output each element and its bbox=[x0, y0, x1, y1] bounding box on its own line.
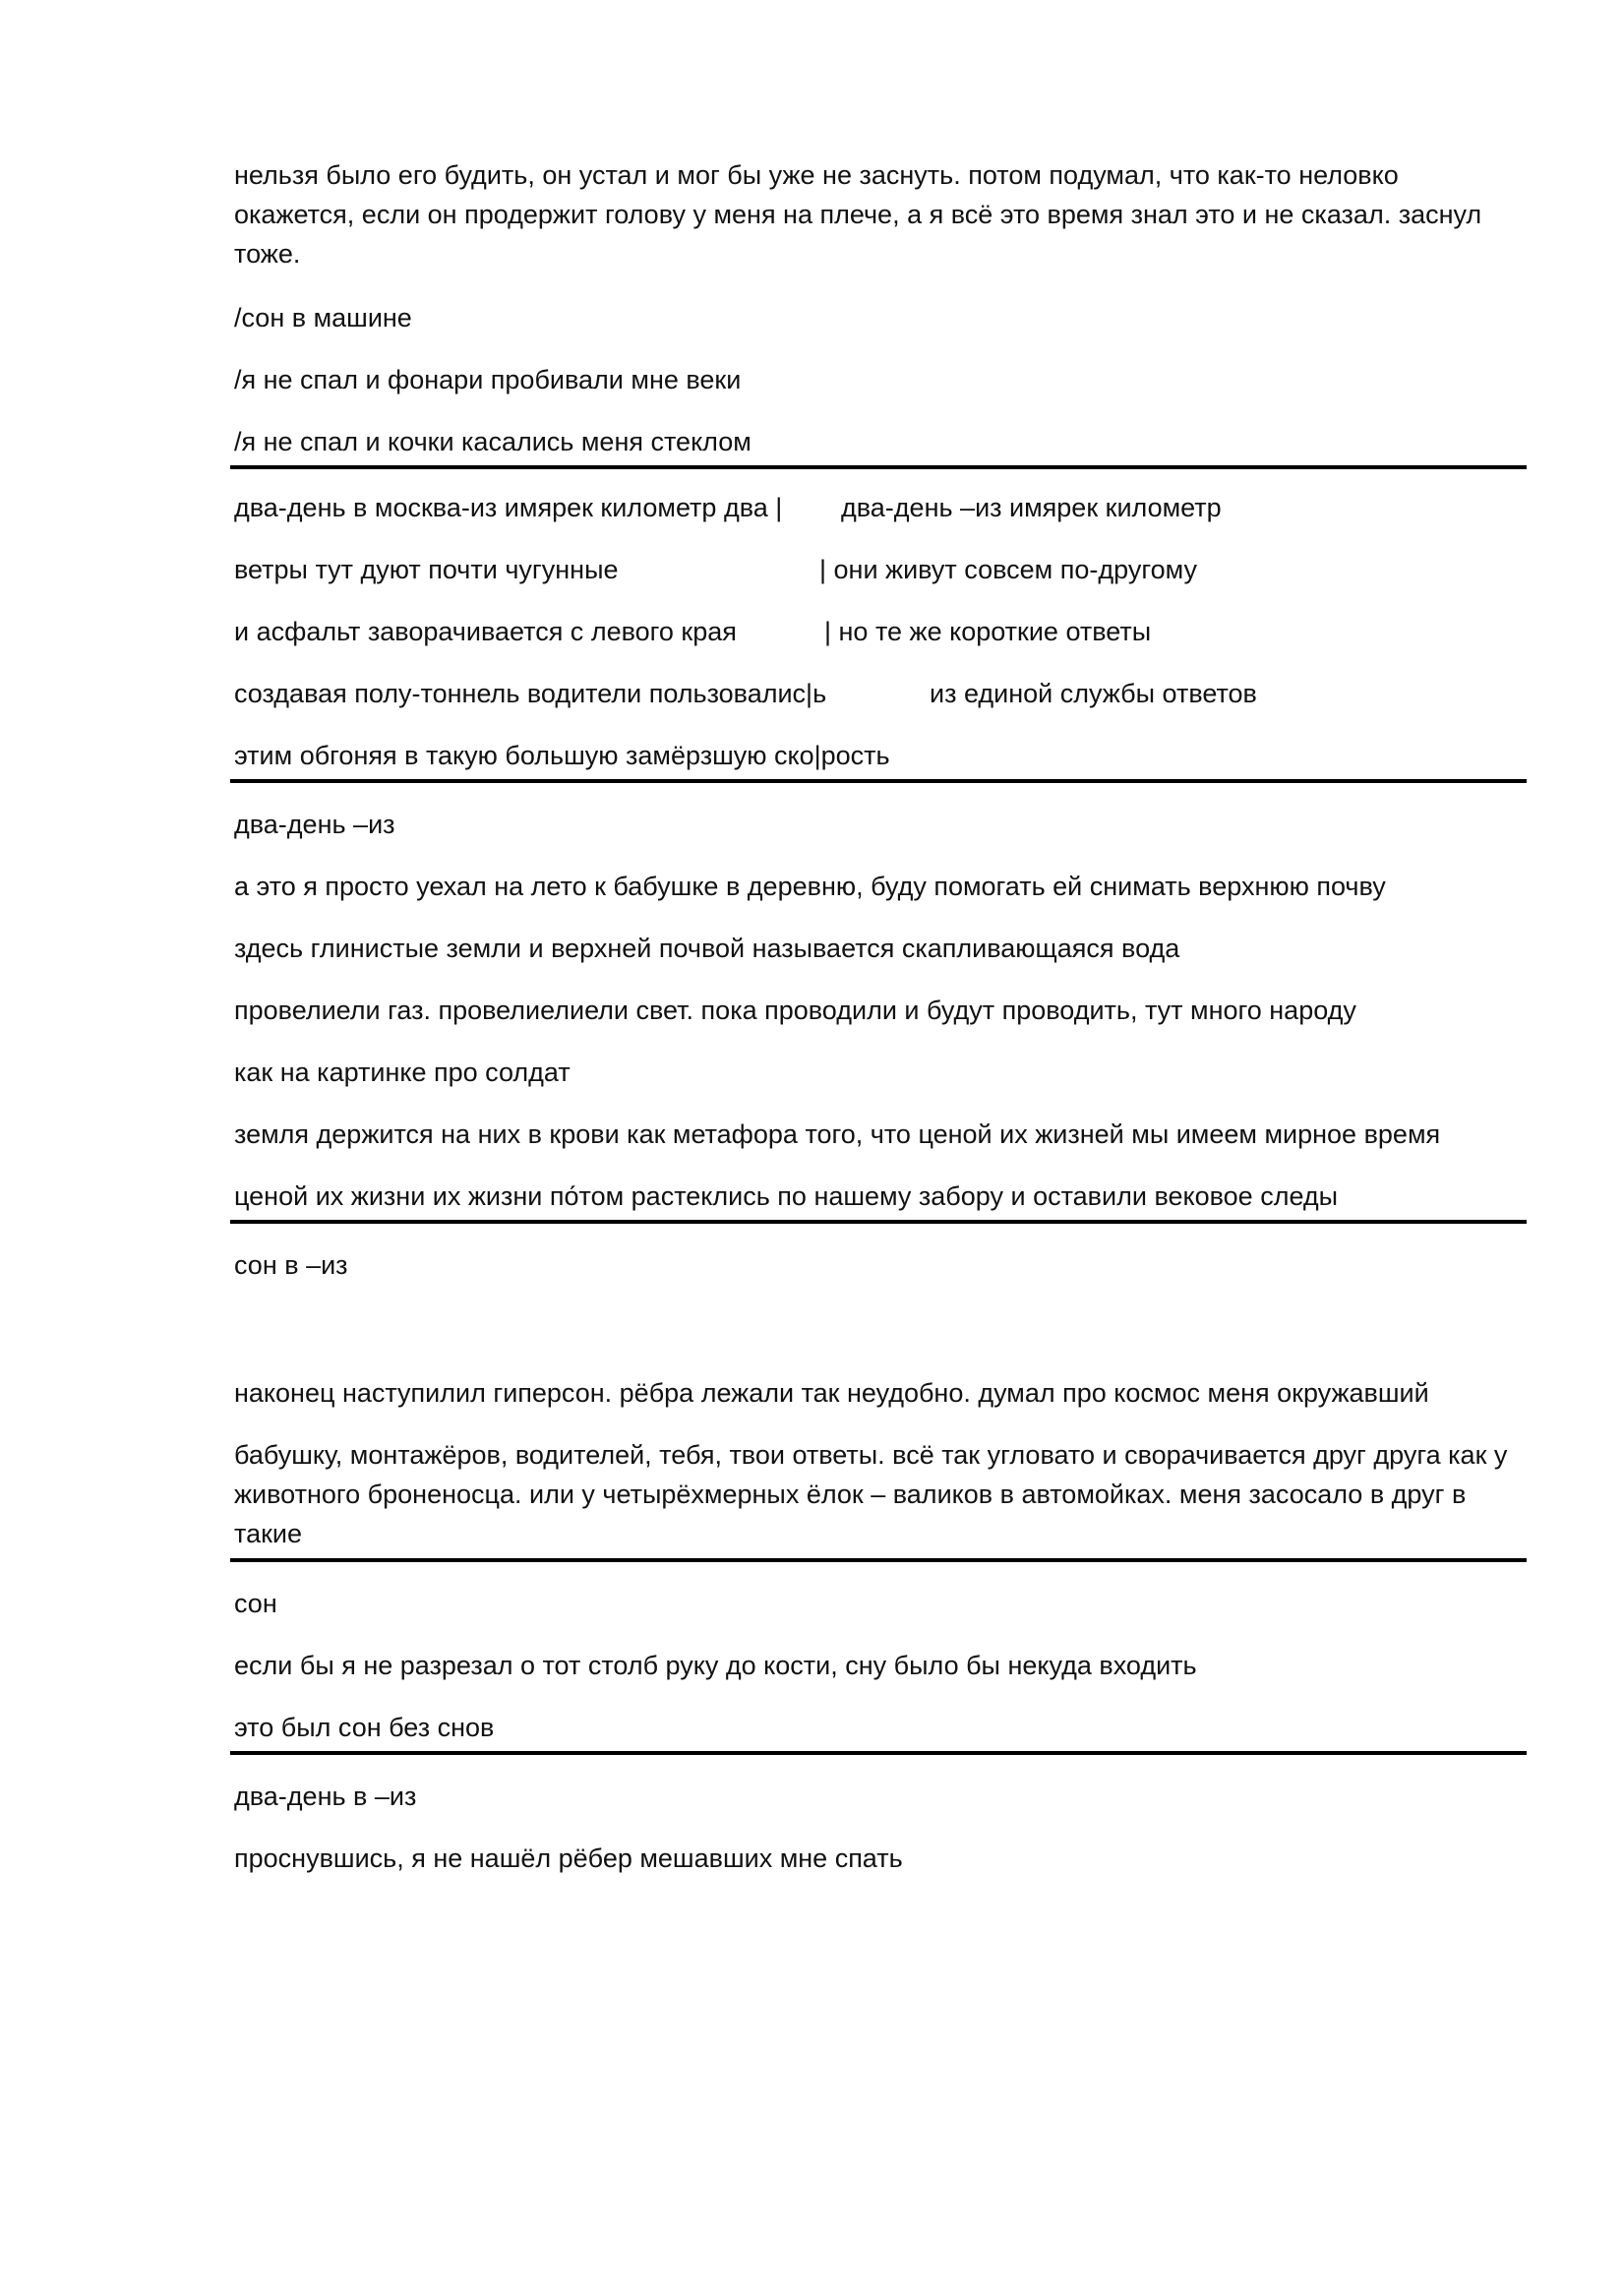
line-zemlya: земля держится на них в крови как метафора того, что ценой их жизней мы имеем мирное время bbox=[234, 1119, 1441, 1149]
paragraph-bronenosets: бабушку, монтажёров, водителей, тебя, твои ответы. всё так угловато и сворачивается друг друга как у животного броненосца. или у четырёхмерных ёлок – валиков в автомойках. меня засосало в друг в такие bbox=[234, 1440, 1508, 1548]
line-giperson: наконец наступилил гиперсон. рёбра лежали так неудобно. думал про космос меня окружавший bbox=[234, 1378, 1429, 1408]
row-right-text: | они живут совсем по-другому bbox=[819, 555, 1197, 584]
line-zabor: ценой их жизни их жизни по́том растеклись по нашему забору и оставили вековое следы bbox=[234, 1181, 1339, 1211]
section-divider bbox=[230, 1558, 1527, 1562]
paragraph-intro: нельзя было его будить, он устал и мог бы уже не заснуть. потом подумал, что как-то неловко окажется, если он продержит голову у меня на плече, а я всё это время знал это и не сказал. заснул тоже. bbox=[234, 160, 1482, 269]
row-right-text: | но те же короткие ответы bbox=[824, 617, 1152, 646]
section-heading: сон bbox=[234, 1589, 277, 1618]
section-divider bbox=[230, 1220, 1527, 1224]
two-column-row bbox=[234, 612, 1523, 651]
section-heading: два-день в –из bbox=[234, 1782, 417, 1811]
line-skorost: этим обгоняя в такую большую замёрзшую ско|рость bbox=[234, 741, 890, 770]
line-son-v-mashine: /сон в машине bbox=[234, 303, 412, 332]
line-kochki: /я не спал и кочки касались меня стеклом bbox=[234, 427, 752, 456]
section-divider bbox=[230, 465, 1527, 469]
row-left-text: и асфальт заворачивается с левого края bbox=[234, 617, 737, 646]
section-heading: два-день –из bbox=[234, 810, 395, 839]
row-left-text: ветры тут дуют почти чугунные bbox=[234, 555, 619, 584]
line-prosnuvshis: проснувшись, я не нашёл рёбер мешавших мне спать bbox=[234, 1843, 903, 1873]
two-column-row bbox=[234, 674, 1523, 713]
row-right-text: из единой службы ответов bbox=[930, 679, 1257, 708]
section-heading: сон в –из bbox=[234, 1250, 348, 1280]
line-glinistye: здесь глинистые земли и верхней почвой называется скапливающаяся вода bbox=[234, 934, 1180, 963]
line-stolb: если бы я не разрезал о тот столб руку до кости, сну было бы некуда входить bbox=[234, 1651, 1197, 1680]
line-fonari: /я не спал и фонари пробивали мне веки bbox=[234, 365, 742, 394]
two-column-row bbox=[234, 550, 1523, 589]
row-left-text: создавая полу-тоннель водители пользовалис|ь bbox=[234, 679, 827, 708]
two-column-row bbox=[234, 488, 1523, 527]
line-son-bez-snov: это был сон без снов bbox=[234, 1713, 495, 1742]
row-left-text: два-день в москва-из имярек километр два | bbox=[234, 493, 783, 522]
line-soldat: как на картинке про солдат bbox=[234, 1057, 571, 1087]
line-gaz: провелиели газ. провелиелиели свет. пока проводили и будут проводить, тут много народу bbox=[234, 996, 1356, 1025]
line-babushka: а это я просто уехал на лето к бабушке в деревню, буду помогать ей снимать верхнюю почву bbox=[234, 872, 1386, 901]
section-divider bbox=[230, 779, 1527, 783]
row-right-text: два-день –из имярек километр bbox=[841, 493, 1222, 522]
section-divider bbox=[230, 1751, 1527, 1755]
